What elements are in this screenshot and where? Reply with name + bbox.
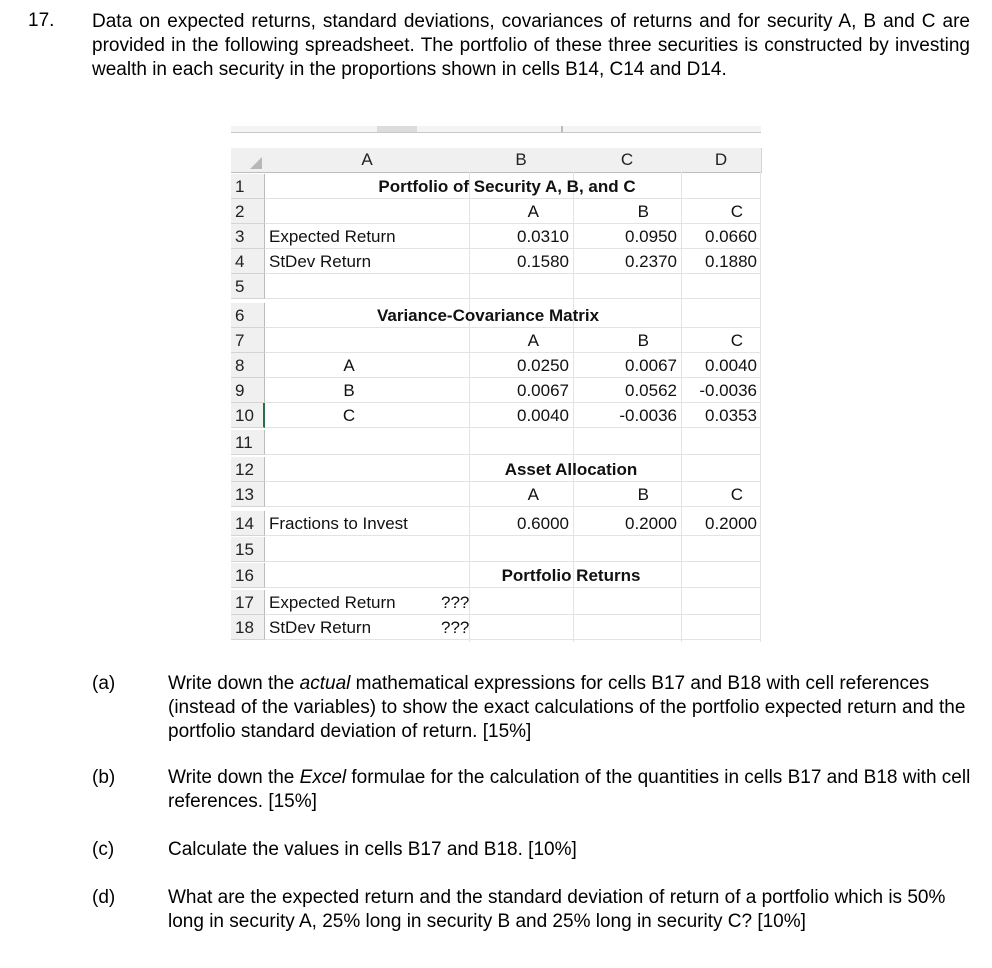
part-label: (a) [92, 673, 116, 694]
matrix-header-b: B [637, 331, 649, 350]
row-header[interactable]: 14 [231, 511, 265, 536]
row-header[interactable]: 15 [231, 537, 265, 562]
row-header[interactable]: 13 [231, 482, 265, 507]
gridline [265, 298, 761, 299]
portfolio-expected-label: Expected Return [269, 593, 396, 612]
row-header[interactable]: 10 [231, 403, 265, 428]
matrix-row-label: B [343, 381, 355, 400]
fractions-label: Fractions to Invest [269, 514, 408, 533]
header-sec-b: B [637, 202, 649, 221]
part-text: What are the expected return and the standard deviation of return of a portfolio which is 50% long in security A, 25% long in security B and 25% long in security C? [10%] [168, 887, 946, 932]
matrix-cell: 0.0067 [517, 381, 569, 400]
part-text: Write down the Excel formulae for the calculation of the quantities in cells B17 and B18 with cell references. [15%] [168, 767, 971, 812]
expected-return-label: Expected Return [269, 227, 396, 246]
stdev-return-b: 0.2370 [625, 252, 677, 271]
matrix-header-a: A [527, 331, 539, 350]
fraction-b: 0.2000 [625, 514, 677, 533]
stdev-return-a: 0.1580 [517, 252, 569, 271]
expected-return-b: 0.0950 [625, 227, 677, 246]
row-header[interactable]: 9 [231, 378, 265, 403]
column-header-b[interactable]: B [469, 148, 574, 173]
allocation-title: Asset Allocation [504, 460, 638, 479]
row-header[interactable]: 16 [231, 563, 265, 588]
part-text: Write down the actual mathematical expressions for cells B17 and B18 with cell references (instead of the variables) to show the exact calculations of the portfolio expected return and the portfolio standard deviation of return. [15%] [168, 673, 966, 742]
matrix-row-label: A [343, 356, 355, 375]
column-header-d[interactable]: D [681, 148, 762, 173]
matrix-cell: -0.0036 [699, 381, 757, 400]
row-header[interactable]: 2 [231, 199, 265, 224]
fraction-a: 0.6000 [517, 514, 569, 533]
row-header[interactable]: 11 [231, 430, 265, 455]
stdev-return-label: StDev Return [269, 252, 372, 271]
fraction-c: 0.2000 [705, 514, 757, 533]
row-header[interactable]: 5 [231, 274, 265, 299]
matrix-cell: 0.0353 [705, 406, 757, 425]
question-intro: Data on expected returns, standard deviations, covariances of returns and for security A, B and C are provided in the following spreadsheet. The portfolio of these three securities is constructed by investing wealth in each security in the proportions shown in cells B14, C14 and D14. [92, 11, 970, 80]
matrix-header-c: C [730, 331, 743, 350]
row-header[interactable]: 18 [231, 615, 265, 640]
part-label: (c) [92, 839, 115, 860]
expected-return-a: 0.0310 [517, 227, 569, 246]
allocation-header-c: C [730, 485, 743, 504]
portfolio-stdev-value: ??? [441, 618, 470, 637]
matrix-cell: 0.0040 [517, 406, 569, 425]
column-header-c[interactable]: C [573, 148, 682, 173]
matrix-cell: 0.0067 [625, 356, 677, 375]
row-header[interactable]: 1 [231, 174, 265, 199]
row-header[interactable]: 17 [231, 590, 265, 615]
column-header-a[interactable]: A [265, 148, 470, 173]
portfolio-returns-title: Portfolio Returns [501, 566, 641, 585]
sheet-top-bar [231, 126, 761, 133]
row-header[interactable]: 7 [231, 328, 265, 353]
matrix-cell: 0.0250 [517, 356, 569, 375]
portfolio-expected-value: ??? [441, 593, 470, 612]
matrix-cell: 0.0562 [625, 381, 677, 400]
part-label: (d) [92, 887, 116, 908]
part-label: (b) [92, 767, 116, 788]
matrix-cell: -0.0036 [619, 406, 677, 425]
gridline [265, 454, 761, 455]
row-header[interactable]: 6 [231, 303, 265, 328]
stdev-return-c: 0.1880 [705, 252, 757, 271]
row-header[interactable]: 8 [231, 353, 265, 378]
part-text: Calculate the values in cells B17 and B18. [10%] [168, 839, 577, 860]
row-header[interactable]: 3 [231, 224, 265, 249]
row-header[interactable]: 12 [231, 457, 265, 482]
spreadsheet [231, 126, 761, 642]
matrix-row-label: C [342, 406, 356, 425]
question-number: 17. [28, 10, 55, 31]
sheet-title: Portfolio of Security A, B, and C [378, 177, 636, 196]
allocation-header-a: A [527, 485, 539, 504]
expected-return-c: 0.0660 [705, 227, 757, 246]
header-sec-c: C [730, 202, 743, 221]
matrix-title: Variance-Covariance Matrix [376, 306, 600, 325]
matrix-cell: 0.0040 [705, 356, 757, 375]
select-all-corner[interactable] [231, 148, 266, 173]
allocation-header-b: B [637, 485, 649, 504]
header-sec-a: A [527, 202, 539, 221]
row-header[interactable]: 4 [231, 249, 265, 274]
gridline [265, 561, 761, 562]
portfolio-stdev-label: StDev Return [269, 618, 372, 637]
